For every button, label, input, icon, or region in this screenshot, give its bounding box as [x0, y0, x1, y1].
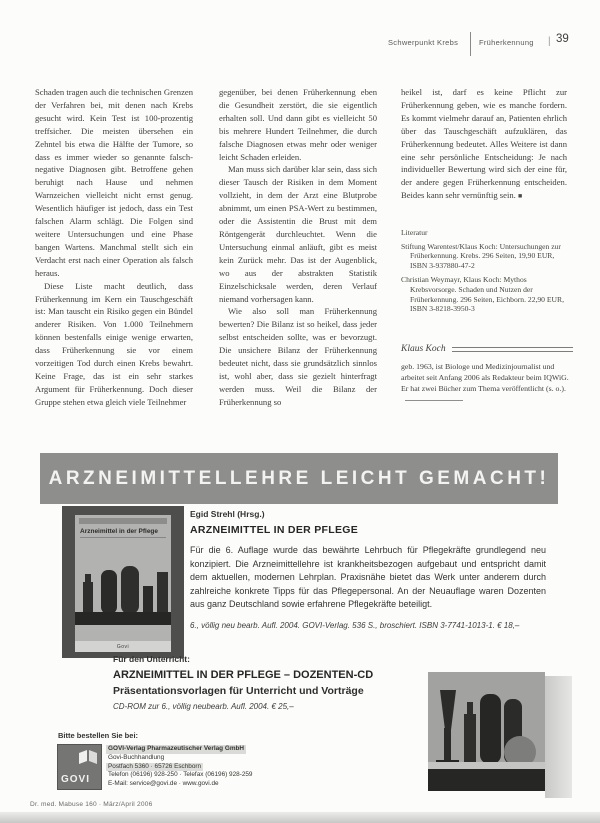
- author-name: Klaus Koch: [401, 344, 446, 354]
- book-description: Für die 6. Auflage wurde das bewährte Lehrbuch für Pflegekräfte grundlegend neu konzipiert. Die Arzneimittellehre ist krankheitsbezogen aufgebaut und entspricht damit dem aktuellen, modernen Lehrplan. Praxisnähe bietet das Werk unter anderem durch zahlreiche konkrete Tipps für das Pflegepersonal. An der Neuauflage waren Dozenten aus ganz Deutschland sowie erfahrene Pflegekräfte beteiligt.: [190, 545, 546, 609]
- book-info: [190, 509, 546, 630]
- photo-shadow: [545, 676, 572, 798]
- header-topic-label: Früherkennung: [479, 38, 534, 47]
- article-paragraph: Diese Liste macht deutlich, dass Früherkennung im Kern ein Tauschgeschäft ist: Man tauscht ein Risiko gegen ein Bündel anderer Risiken. Von 1.000 Teilnehmern können bestenfalls einige wenige erwarten, dass Früherkennung sie vor einem vorzeitigen Tod durch einen Krebs bewahrt. Keine Frage, das ist ein sehr starkes Argument für Früherkennung. Doch dieser Gruppe stehen etwa gleich viele Teilnehmer: [35, 280, 193, 407]
- literature-heading: Literatur: [401, 228, 428, 237]
- book-cover-inner: [75, 515, 171, 652]
- book-cover-publisher: [75, 641, 171, 652]
- article-paragraph: Man muss sich darüber klar sein, dass sich dieser Tausch der Risiken in dem Moment vollzieht, in dem der Arzt eine Blutprobe abnimmt, um einen PSA-Wert zu bestimmen, oder die Assistentin die Brust mit dem Röntgengerät durchleuchtet. Wenn die Untersuchung einmal anläuft, gibt es meist kein Zurück mehr. Das ist der Augenblick, wo aus der abstrakten Statistik Einzelschicksale werden, deren Verlauf niemand vorhersagen kann.: [219, 164, 377, 304]
- ad-banner: [40, 453, 558, 504]
- pharmacy-still-life-icon: [428, 672, 545, 791]
- bottle-silhouettes-icon: [75, 540, 171, 636]
- page-number: 39: [556, 33, 569, 45]
- cd-subtitle: Präsentationsvorlagen für Unterricht und Vorträge: [113, 685, 364, 697]
- ad-banner-text: ARZNEIMITTELLEHRE LEICHT GEMACHT!: [48, 467, 550, 489]
- publisher-line: GOVI-Verlag Pharmazeutischer Verlag GmbH: [108, 745, 245, 752]
- publisher-address: [106, 745, 352, 789]
- book-cover-band: [79, 518, 167, 524]
- publisher-line: Telefon (06196) 928-250 · Telefax (06196) 928-259: [108, 771, 253, 779]
- article-column-3: [401, 86, 567, 203]
- article-paragraph: gegenüber, bei denen Früherkennung eben die Gesundheit zerstört, die sie eigentlich erhalten soll. Und dann gibt es vielleicht 50 bis mehrere Hundert Teilnehmer, die durch falsche Diagnosen etwas mehr oder weniger leicht Schaden erleiden.: [219, 87, 377, 162]
- page-edge-shadow: [0, 812, 600, 823]
- article-column-2: [219, 86, 377, 409]
- book-bibliography: 6., völlig neu bearb. Aufl. 2004. GOVI-Verlag. 536 S., broschiert. ISBN 3-7741-1013-1. € 18,–: [190, 620, 520, 630]
- literature-section: [401, 228, 571, 319]
- open-book-icon: [78, 749, 98, 765]
- book-cover-illustration: [75, 540, 171, 641]
- book-title: ARZNEIMITTEL IN DER PFLEGE: [190, 524, 359, 536]
- article-paragraph-text: heikel ist, darf es keine Pflicht zur Früherkennung geben, wie es manche fordern. Es kommt vielmehr darauf an, Patienten ehrlich über das Tauschgeschäft aufzuklären, das Früherkennung bedeutet. Alles Weitere ist dann eine sehr persönliche Entscheidung: Je nach individueller Bewertung wird sich der eine für, der andere gegen Früherkennung entscheiden. Beides kann sehr vernünftig sein.: [401, 87, 567, 201]
- article-paragraph: Schaden tragen auch die technischen Grenzen der Verfahren bei, mit denen nach Krebs gesucht wird. Kein Test ist 100-prozentig treffsicher. Die meisten übersehen ein Zehntel bis etwa die Hälfte der Tumore, so dass es immer wieder so genannte falsch-negative Diagnosen gibt. Betroffene gehen beruhigt nach Hause und nehmen Warnzeichen vielleicht nicht ernst genug. Wesentlich häufiger ist jedoch, dass ein Test falschen Alarm schlägt. Die Folgen sind weitere Untersuchungen und eine Phase bangen Wartens. Manchmal stellt sich ein Verdacht erst nach einer Operation als falsch heraus.: [35, 87, 193, 278]
- publisher-line: E-Mail: service@govi.de · www.govi.de: [108, 780, 219, 788]
- header-section-label: Schwerpunkt Krebs: [388, 38, 459, 47]
- author-bio: [401, 344, 573, 405]
- author-rule: [452, 347, 573, 352]
- literature-item: Christian Weymayr, Klaus Koch: Mythos Krebsvorsorge. Schaden und Nutzen der Früherkennung. 296 Seiten, Eichborn. 22,90 EUR, ISBN 3-8218-3950-3: [401, 275, 564, 314]
- publisher-line: Postfach 5360 · 65726 Eschborn: [108, 762, 202, 770]
- publisher-line: Govi-Buchhandlung: [108, 753, 165, 761]
- govi-logo-text: GOVI: [61, 774, 91, 785]
- book-cover-image: [62, 506, 184, 658]
- page-footer: Dr. med. Mabuse 160 · März/April 2006: [30, 801, 153, 808]
- book-cover-publisher-text: Govi: [116, 643, 130, 650]
- cd-bibliography: CD-ROM zur 6., völlig neubearb. Aufl. 2004. € 25,–: [113, 702, 294, 711]
- book-editor: Egid Strehl (Hrsg.): [190, 509, 265, 519]
- bio-tail-rule: [405, 400, 463, 401]
- order-label: Bitte bestellen Sie bei:: [58, 731, 139, 740]
- article-column-1: [35, 86, 193, 409]
- article-paragraph: Wie also soll man Früherkennung bewerten? Die Bilanz ist so heikel, dass jeder selbst entscheiden sollte, was er bevorzugt. Die unsichere Bilanz der Früherkennung bedeutet nicht, dass sie grundsätzlich sinnlos ist, wohl aber, dass sie gezielt hinterfragt werden muss. Weil die Bilanz der Früherkennung so: [219, 306, 377, 407]
- header-divider: [470, 32, 471, 56]
- cd-title: ARZNEIMITTEL IN DER PFLEGE – DOZENTEN-CD: [113, 669, 374, 681]
- book-cover-title: Arzneimittel in der Pflege: [80, 528, 166, 539]
- author-bio-text: geb. 1963, ist Biologe und Medizinjournalist und arbeitet seit Anfang 2006 als Redakteur beim IQWiG. Er hat zwei Bücher zum Thema veröffentlicht (s. o.).: [401, 362, 569, 393]
- author-name-row: [401, 344, 573, 355]
- govi-logo: [57, 744, 102, 790]
- cd-info: [113, 654, 433, 711]
- literature-item: Stiftung Warentest/Klaus Koch: Untersuchungen zur Früherkennung. Krebs. 296 Seiten, 19,90 EUR, ISBN 3-937880-47-2: [401, 241, 561, 270]
- cd-section-label: Für den Unterricht:: [113, 654, 190, 664]
- page-number-divider: |: [548, 36, 551, 47]
- article-paragraph: [401, 86, 567, 203]
- ad-photo: [428, 672, 545, 791]
- end-of-article-marker: ■: [517, 192, 523, 201]
